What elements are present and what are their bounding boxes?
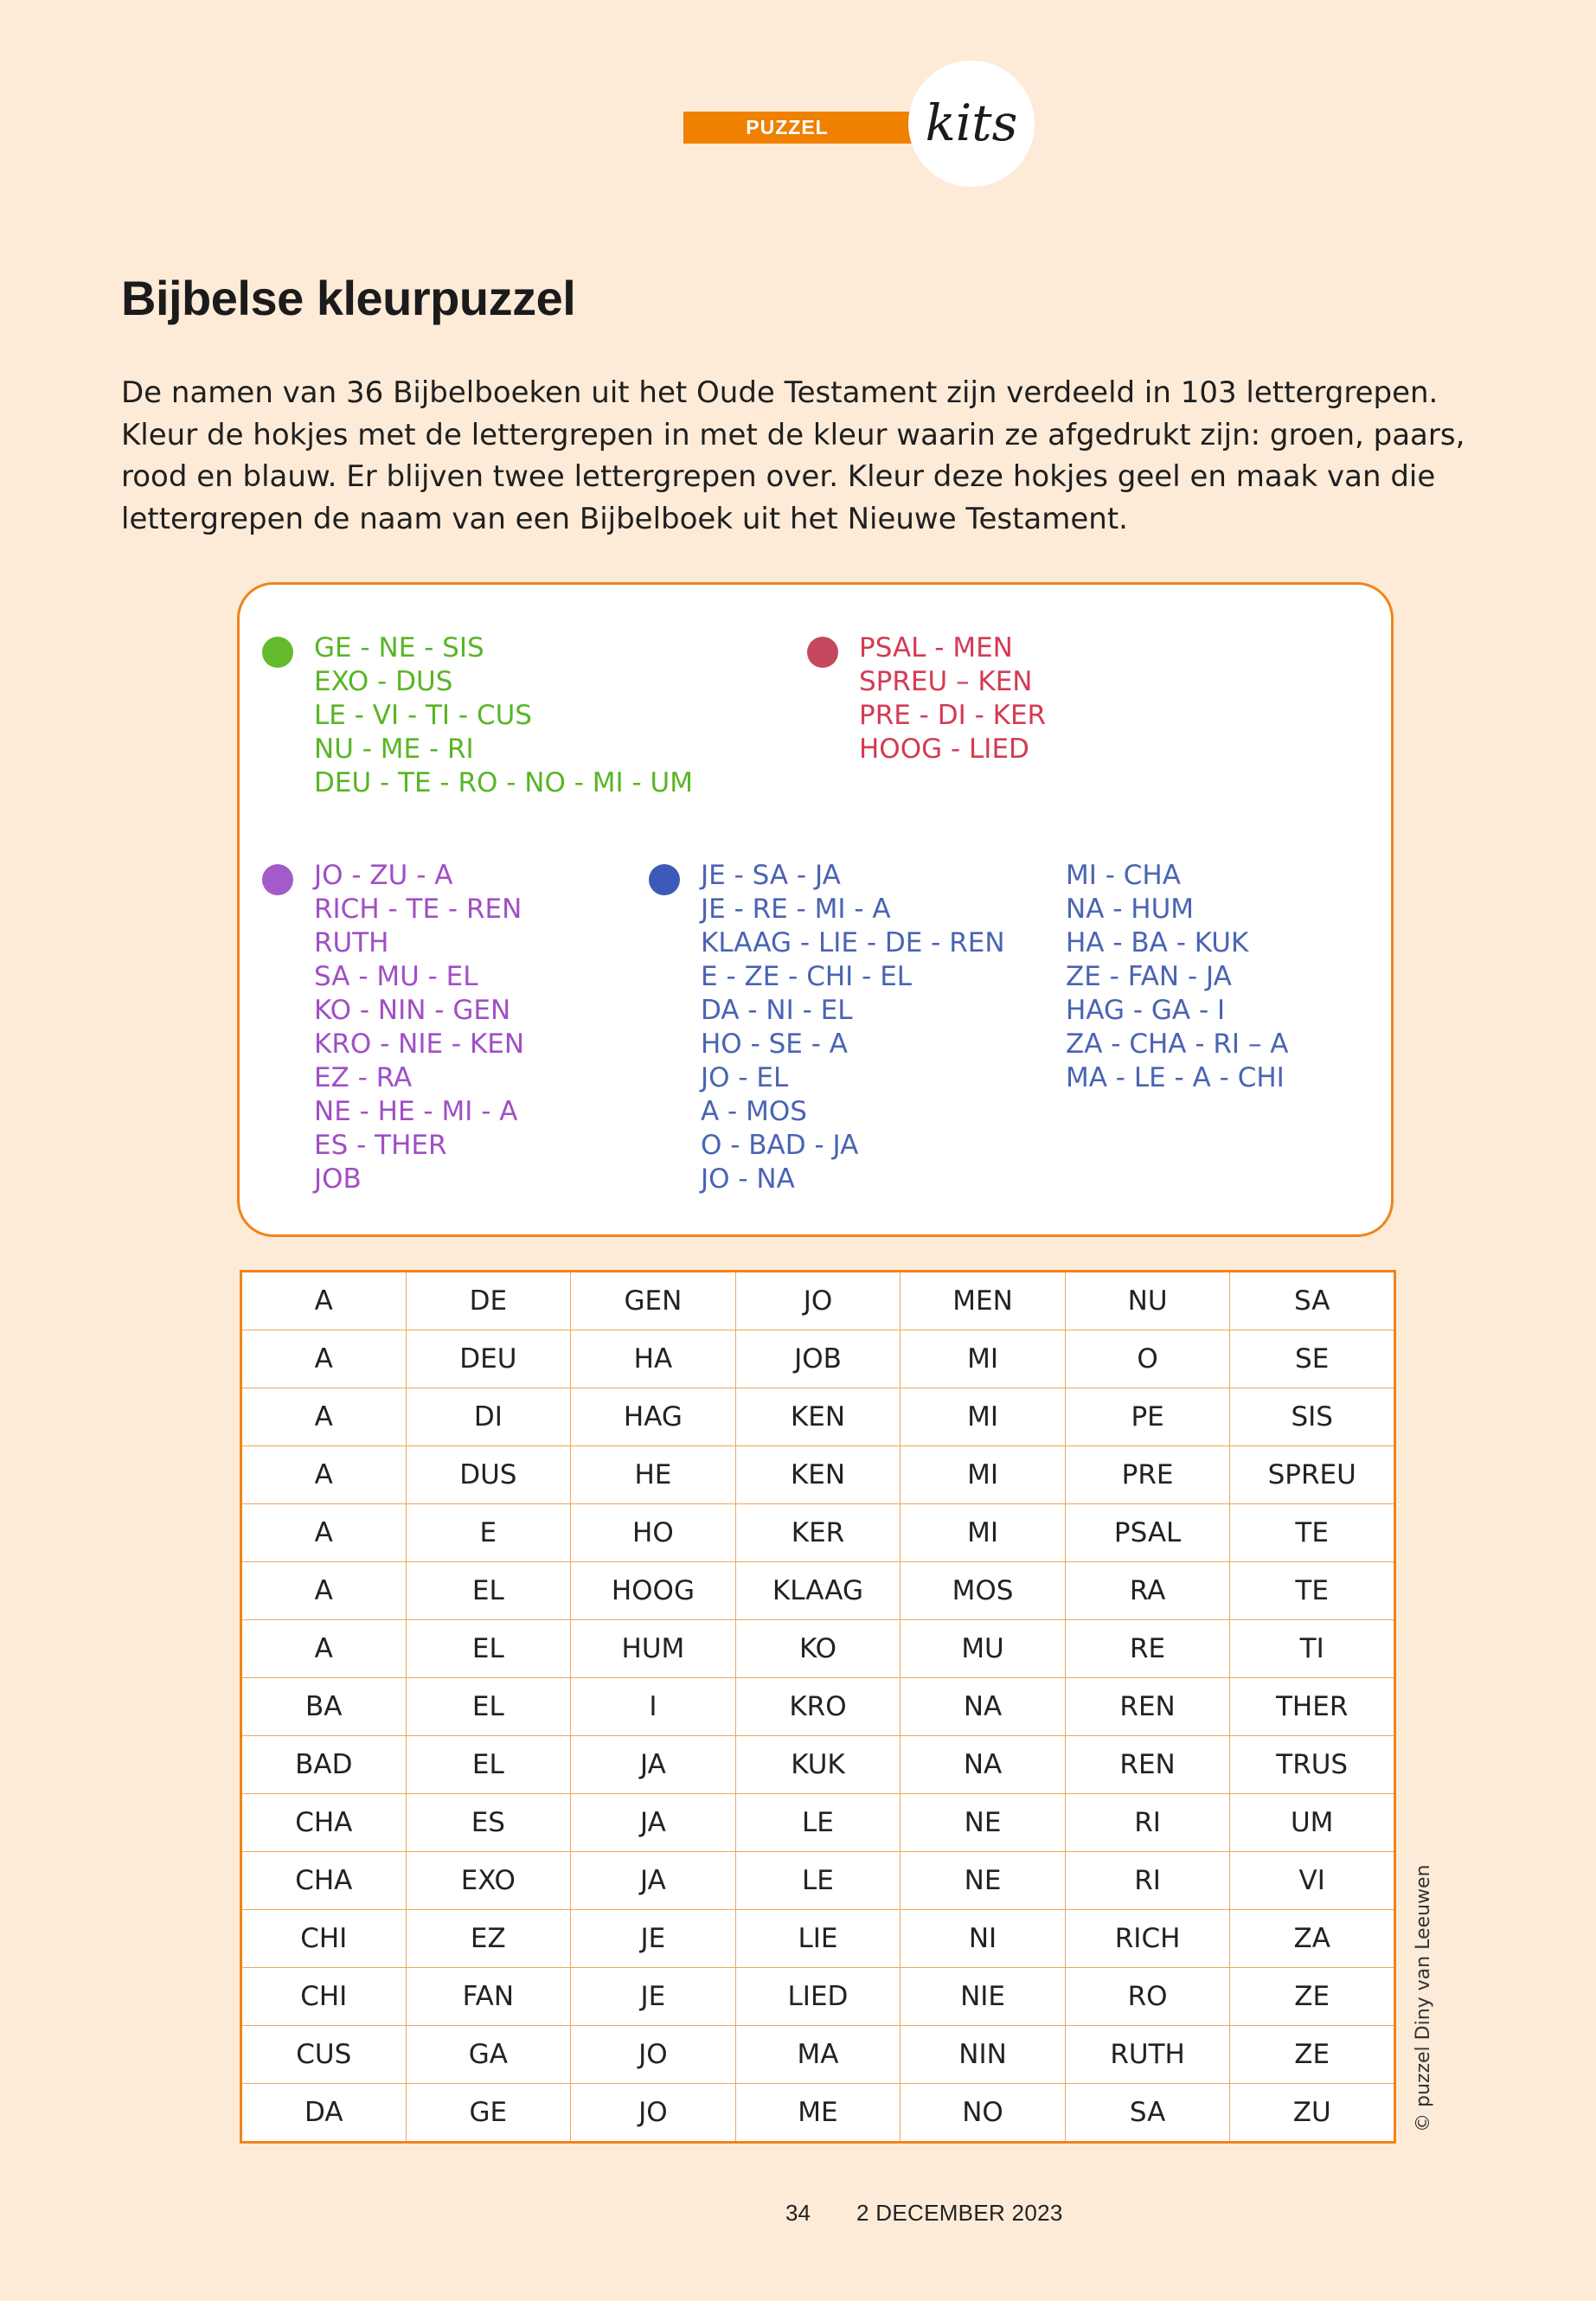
grid-cell[interactable]: UM	[1230, 1794, 1395, 1852]
grid-cell[interactable]: JA	[571, 1736, 736, 1794]
grid-cell[interactable]: BA	[241, 1678, 407, 1736]
grid-cell[interactable]: ZE	[1230, 1968, 1395, 2026]
grid-cell[interactable]: NA	[901, 1736, 1066, 1794]
grid-cell[interactable]: HAG	[571, 1388, 736, 1446]
green-dot-icon	[262, 637, 293, 668]
grid-cell[interactable]: KRO	[735, 1678, 901, 1736]
grid-cell[interactable]: A	[241, 1388, 407, 1446]
grid-cell[interactable]: CHA	[241, 1794, 407, 1852]
grid-cell[interactable]: O	[1065, 1330, 1230, 1388]
legend-item: ES - THER	[314, 1130, 447, 1161]
grid-cell[interactable]: DEU	[406, 1330, 571, 1388]
legend-item: KRO - NIE - KEN	[314, 1029, 525, 1060]
grid-row	[241, 2084, 1395, 2143]
grid-cell[interactable]: RE	[1065, 1620, 1230, 1678]
legend-item: PRE - DI - KER	[859, 700, 1047, 731]
grid-cell[interactable]: MI	[901, 1330, 1066, 1388]
grid-row	[241, 1910, 1395, 1968]
grid-cell[interactable]: DA	[241, 2084, 407, 2143]
grid-cell[interactable]: CUS	[241, 2026, 407, 2084]
grid-cell[interactable]: MU	[901, 1620, 1066, 1678]
grid-cell[interactable]: ZE	[1230, 2026, 1395, 2084]
legend-item: KLAAG - LIE - DE - REN	[701, 927, 1005, 958]
legend-item: NU - ME - RI	[314, 734, 474, 765]
grid-row	[241, 1852, 1395, 1910]
legend-item: HAG - GA - I	[1066, 995, 1226, 1026]
grid-row	[241, 1272, 1395, 1330]
issue-date: 2 DECEMBER 2023	[856, 2200, 1063, 2226]
grid-cell[interactable]: NIE	[901, 1968, 1066, 2026]
grid-cell[interactable]: KEN	[735, 1388, 901, 1446]
grid-cell[interactable]: SIS	[1230, 1388, 1395, 1446]
grid-cell[interactable]: KLAAG	[735, 1562, 901, 1620]
grid-cell[interactable]: CHI	[241, 1910, 407, 1968]
grid-cell[interactable]: A	[241, 1504, 407, 1562]
legend-list-purple	[314, 859, 524, 1196]
legend-item: NE - HE - MI - A	[314, 1096, 518, 1127]
grid-cell[interactable]: A	[241, 1330, 407, 1388]
grid-cell[interactable]: ME	[735, 2084, 901, 2143]
grid-cell[interactable]: SPREU	[1230, 1446, 1395, 1504]
legend-item: JO - NA	[701, 1163, 795, 1195]
legend-item: NA - HUM	[1066, 894, 1195, 925]
legend-list-red	[859, 631, 1046, 766]
grid-cell[interactable]: JO	[571, 2084, 736, 2143]
legend-item: SPREU – KEN	[859, 666, 1033, 697]
page-number: 34	[785, 2200, 811, 2226]
legend-item: HOOG - LIED	[859, 734, 1029, 765]
grid-cell[interactable]: TE	[1230, 1504, 1395, 1562]
legend-item: PSAL - MEN	[859, 632, 1013, 663]
puzzle-credit: © puzzel Diny van Leeuwen	[1413, 1864, 1434, 2132]
grid-cell[interactable]: MI	[901, 1446, 1066, 1504]
legend-item: RUTH	[314, 927, 389, 958]
grid-cell[interactable]: HA	[571, 1330, 736, 1388]
grid-row	[241, 1620, 1395, 1678]
grid-cell[interactable]: GA	[406, 2026, 571, 2084]
grid-cell[interactable]: NE	[901, 1794, 1066, 1852]
grid-cell[interactable]: LIED	[735, 1968, 901, 2026]
grid-cell[interactable]: A	[241, 1446, 407, 1504]
grid-cell[interactable]: REN	[1065, 1736, 1230, 1794]
section-label: PUZZEL	[746, 116, 829, 138]
legend-item: O - BAD - JA	[701, 1130, 859, 1161]
legend-item: DEU - TE - RO - NO - MI - UM	[314, 767, 693, 798]
grid-cell[interactable]: RA	[1065, 1562, 1230, 1620]
grid-row	[241, 1678, 1395, 1736]
grid-cell[interactable]: BAD	[241, 1736, 407, 1794]
kits-logo	[908, 61, 1035, 187]
grid-cell[interactable]: DUS	[406, 1446, 571, 1504]
grid-cell[interactable]: MA	[735, 2026, 901, 2084]
grid-cell[interactable]: RI	[1065, 1852, 1230, 1910]
legend-item: JE - SA - JA	[701, 860, 841, 891]
grid-cell[interactable]: EL	[406, 1562, 571, 1620]
legend-list-blue	[701, 859, 1005, 1196]
grid-cell[interactable]: JOB	[735, 1330, 901, 1388]
grid-cell[interactable]: EL	[406, 1620, 571, 1678]
grid-cell[interactable]: EL	[406, 1678, 571, 1736]
legend-item: HO - SE - A	[701, 1029, 848, 1060]
legend-item: KO - NIN - GEN	[314, 995, 511, 1026]
grid-cell[interactable]: NIN	[901, 2026, 1066, 2084]
grid-cell[interactable]: A	[241, 1562, 407, 1620]
grid-row	[241, 1794, 1395, 1852]
red-dot-icon	[807, 637, 838, 668]
legend-item: E - ZE - CHI - EL	[701, 961, 913, 992]
grid-cell[interactable]: NO	[901, 2084, 1066, 2143]
section-label-bar	[683, 112, 917, 144]
grid-cell[interactable]: GE	[406, 2084, 571, 2143]
grid-cell[interactable]: ES	[406, 1794, 571, 1852]
grid-row	[241, 1446, 1395, 1504]
grid-cell[interactable]: PE	[1065, 1388, 1230, 1446]
legend-item: A - MOS	[701, 1096, 807, 1127]
grid-cell[interactable]: MI	[901, 1504, 1066, 1562]
grid-cell[interactable]: DE	[406, 1272, 571, 1330]
grid-cell[interactable]: EXO	[406, 1852, 571, 1910]
legend-item: LE - VI - TI - CUS	[314, 700, 532, 731]
grid-cell[interactable]: TI	[1230, 1620, 1395, 1678]
grid-row	[241, 1562, 1395, 1620]
grid-cell[interactable]: HO	[571, 1504, 736, 1562]
grid-cell[interactable]: FAN	[406, 1968, 571, 2026]
grid-cell[interactable]: E	[406, 1504, 571, 1562]
blue-dot-icon	[649, 864, 680, 895]
grid-cell[interactable]: SE	[1230, 1330, 1395, 1388]
legend-item: JOB	[314, 1163, 362, 1195]
legend-item: MA - LE - A - CHI	[1066, 1062, 1285, 1093]
grid-cell[interactable]: LE	[735, 1794, 901, 1852]
legend-item: MI - CHA	[1066, 860, 1181, 891]
legend-list-green	[314, 631, 693, 800]
grid-cell[interactable]: EL	[406, 1736, 571, 1794]
grid-cell[interactable]: JA	[571, 1852, 736, 1910]
syllable-grid	[240, 1270, 1396, 2144]
legend-item: RICH - TE - REN	[314, 894, 522, 925]
legend-item: DA - NI - EL	[701, 995, 853, 1026]
legend-item: ZA - CHA - RI – A	[1066, 1029, 1289, 1060]
grid-cell[interactable]: HOOG	[571, 1562, 736, 1620]
legend-item: HA - BA - KUK	[1066, 927, 1249, 958]
grid-cell[interactable]: I	[571, 1678, 736, 1736]
grid-cell[interactable]: MI	[901, 1388, 1066, 1446]
grid-cell[interactable]: LIE	[735, 1910, 901, 1968]
grid-cell[interactable]: NE	[901, 1852, 1066, 1910]
grid-cell[interactable]: KO	[735, 1620, 901, 1678]
legend-item: EXO - DUS	[314, 666, 453, 697]
grid-cell[interactable]: MOS	[901, 1562, 1066, 1620]
grid-cell[interactable]: A	[241, 1272, 407, 1330]
grid-cell[interactable]: THER	[1230, 1678, 1395, 1736]
grid-cell[interactable]: ZU	[1230, 2084, 1395, 2143]
grid-cell[interactable]: RI	[1065, 1794, 1230, 1852]
grid-row	[241, 1968, 1395, 2026]
grid-cell[interactable]: JE	[571, 1910, 736, 1968]
legend-item: JO - ZU - A	[314, 860, 453, 891]
grid-cell[interactable]: VI	[1230, 1852, 1395, 1910]
grid-cell[interactable]: GEN	[571, 1272, 736, 1330]
grid-cell[interactable]: PSAL	[1065, 1504, 1230, 1562]
grid-row	[241, 1388, 1395, 1446]
svg-text:kits: kits	[925, 93, 1018, 152]
legend-item: SA - MU - EL	[314, 961, 478, 992]
grid-cell[interactable]: CHI	[241, 1968, 407, 2026]
legend-list-blue-continued	[1066, 859, 1289, 1095]
grid-cell[interactable]: JO	[571, 2026, 736, 2084]
grid-cell[interactable]: NA	[901, 1678, 1066, 1736]
grid-cell[interactable]: TRUS	[1230, 1736, 1395, 1794]
grid-cell[interactable]: MEN	[901, 1272, 1066, 1330]
grid-cell[interactable]: RICH	[1065, 1910, 1230, 1968]
grid-cell[interactable]: NI	[901, 1910, 1066, 1968]
grid-cell[interactable]: EZ	[406, 1910, 571, 1968]
grid-cell[interactable]: KER	[735, 1504, 901, 1562]
grid-cell[interactable]: NU	[1065, 1272, 1230, 1330]
legend-item: ZE - FAN - JA	[1066, 961, 1232, 992]
legend-item: GE - NE - SIS	[314, 632, 484, 663]
grid-cell[interactable]: ZA	[1230, 1910, 1395, 1968]
legend-item: EZ - RA	[314, 1062, 413, 1093]
page-title: Bijbelse kleurpuzzel	[121, 271, 576, 325]
legend-item: JE - RE - MI - A	[701, 894, 891, 925]
grid-row	[241, 2026, 1395, 2084]
grid-cell[interactable]: JA	[571, 1794, 736, 1852]
grid-row	[241, 1504, 1395, 1562]
grid-cell[interactable]: RUTH	[1065, 2026, 1230, 2084]
grid-cell[interactable]: PRE	[1065, 1446, 1230, 1504]
grid-cell[interactable]: JE	[571, 1968, 736, 2026]
grid-cell[interactable]: RO	[1065, 1968, 1230, 2026]
grid-cell[interactable]: JO	[735, 1272, 901, 1330]
grid-cell[interactable]: KEN	[735, 1446, 901, 1504]
grid-cell[interactable]: CHA	[241, 1852, 407, 1910]
grid-cell[interactable]: TE	[1230, 1562, 1395, 1620]
grid-cell[interactable]: DI	[406, 1388, 571, 1446]
legend-item: JO - EL	[701, 1062, 789, 1093]
grid-cell[interactable]: HUM	[571, 1620, 736, 1678]
grid-cell[interactable]: REN	[1065, 1678, 1230, 1736]
grid-cell[interactable]: LE	[735, 1852, 901, 1910]
grid-cell[interactable]: SA	[1065, 2084, 1230, 2143]
grid-cell[interactable]: A	[241, 1620, 407, 1678]
grid-cell[interactable]: SA	[1230, 1272, 1395, 1330]
intro-paragraph: De namen van 36 Bijbelboeken uit het Oude Testament zijn verdeeld in 103 lettergrepen. Kleur de hokjes met de lettergrepen in met de kleur waarin ze afgedrukt zijn: groen, paars, rood en blauw. Er blijven twee lettergrepen over. Kleur deze hokjes geel en maak van die lettergrepen de naam van een Bijbelboek uit het Nieuwe Testament.	[121, 375, 1465, 536]
purple-dot-icon	[262, 864, 293, 895]
grid-cell[interactable]: KUK	[735, 1736, 901, 1794]
grid-row	[241, 1736, 1395, 1794]
kits-logo-wordmark	[908, 61, 1035, 187]
grid-row	[241, 1330, 1395, 1388]
grid-cell[interactable]: HE	[571, 1446, 736, 1504]
